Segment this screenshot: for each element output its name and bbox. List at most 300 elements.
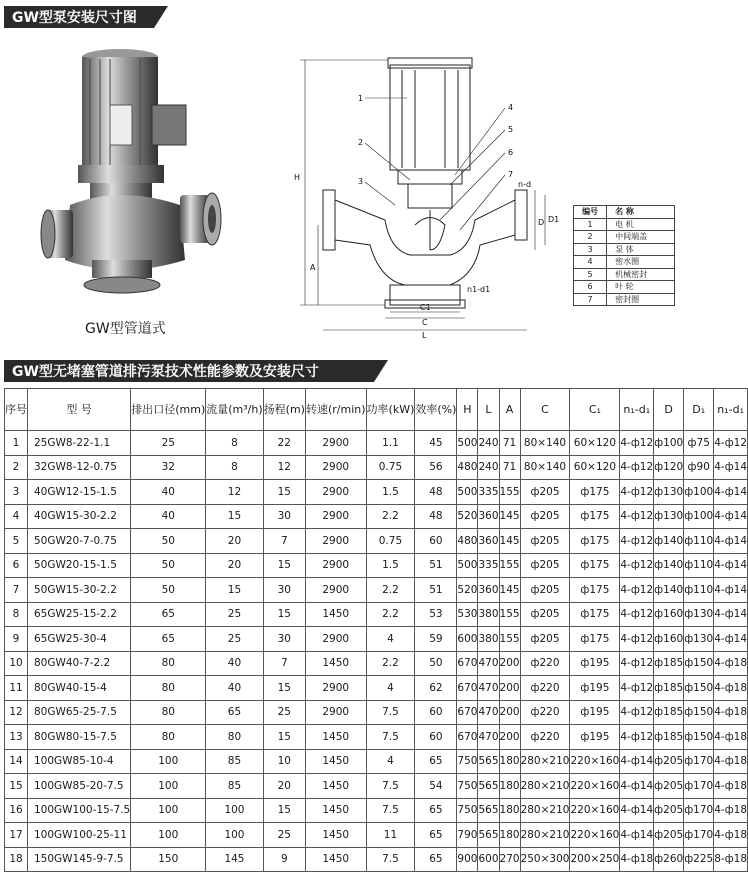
spec-cell: 155 [499, 480, 520, 505]
spec-cell: ф260 [654, 847, 684, 872]
spec-cell: 4-ф12 [620, 553, 654, 578]
parts-cell: 2 [574, 231, 607, 244]
spec-cell: 565 [478, 798, 499, 823]
spec-cell: 53 [415, 602, 457, 627]
spec-header-cell: A [499, 389, 520, 431]
spec-cell: 7 [5, 578, 28, 603]
spec-cell: 6 [5, 553, 28, 578]
parts-row [574, 293, 675, 306]
spec-cell: ф175 [570, 480, 620, 505]
spec-cell: ф185 [654, 700, 684, 725]
spec-cell: 80 [131, 676, 206, 701]
spec-cell: 4-ф12 [620, 627, 654, 652]
spec-cell: ф195 [570, 700, 620, 725]
spec-cell: 520 [457, 578, 478, 603]
spec-cell: 15 [263, 553, 305, 578]
spec-cell: 4-ф12 [620, 578, 654, 603]
spec-cell: 62 [415, 676, 457, 701]
spec-cell: 2900 [305, 676, 366, 701]
spec-cell: 4-ф14 [714, 480, 748, 505]
spec-cell: 10 [5, 651, 28, 676]
spec-cell: 15 [5, 774, 28, 799]
spec-cell: 13 [5, 725, 28, 750]
spec-cell: 60×120 [570, 455, 620, 480]
spec-cell: ф220 [520, 700, 570, 725]
spec-cell: 65 [415, 823, 457, 848]
svg-text:D: D [538, 218, 545, 227]
spec-cell: 65 [131, 627, 206, 652]
parts-header-row [574, 206, 675, 219]
spec-model-cell: 80GW65-25-7.5 [28, 700, 131, 725]
spec-cell: 25 [206, 627, 263, 652]
spec-cell: 4 [366, 749, 415, 774]
spec-cell: 8-ф18 [714, 847, 748, 872]
spec-cell: ф150 [684, 700, 714, 725]
spec-row [5, 504, 748, 529]
parts-row [574, 243, 675, 256]
spec-cell: 2.2 [366, 602, 415, 627]
spec-cell: 48 [415, 480, 457, 505]
spec-cell: 250×300 [520, 847, 570, 872]
spec-cell: 12 [206, 480, 263, 505]
spec-cell: 15 [263, 798, 305, 823]
spec-cell: 470 [478, 700, 499, 725]
spec-cell: ф205 [520, 602, 570, 627]
spec-cell: 4 [366, 627, 415, 652]
spec-cell: 200 [499, 700, 520, 725]
spec-model-cell: 32GW8-12-0.75 [28, 455, 131, 480]
spec-cell: 520 [457, 504, 478, 529]
spec-cell: ф170 [684, 749, 714, 774]
spec-header-cell: L [478, 389, 499, 431]
spec-row [5, 823, 748, 848]
spec-cell: 2900 [305, 455, 366, 480]
spec-cell: ф185 [654, 676, 684, 701]
spec-header-cell: 扬程(m) [263, 389, 305, 431]
spec-cell: ф175 [570, 627, 620, 652]
spec-header-cell: D [654, 389, 684, 431]
spec-cell: 470 [478, 651, 499, 676]
spec-cell: 280×210 [520, 798, 570, 823]
spec-cell: 565 [478, 774, 499, 799]
spec-cell: 15 [206, 578, 263, 603]
spec-header-cell: 流量(m³/h) [206, 389, 263, 431]
svg-text:L: L [422, 331, 427, 340]
spec-model-cell: 80GW80-15-7.5 [28, 725, 131, 750]
spec-cell: 4-ф14 [620, 749, 654, 774]
spec-cell: 7.5 [366, 700, 415, 725]
spec-cell: ф205 [520, 627, 570, 652]
spec-cell: 4-ф12 [620, 504, 654, 529]
spec-cell: 7.5 [366, 725, 415, 750]
spec-row [5, 553, 748, 578]
section-title-installation: GW型泵安装尺寸图 [4, 6, 154, 28]
svg-text:5: 5 [508, 125, 514, 134]
spec-cell: 500 [457, 553, 478, 578]
spec-cell: 470 [478, 676, 499, 701]
spec-header-cell: n₁-d₁ [714, 389, 748, 431]
spec-cell: 200 [499, 676, 520, 701]
svg-text:1: 1 [358, 94, 364, 103]
spec-cell: 240 [478, 455, 499, 480]
spec-cell: 80×140 [520, 431, 570, 456]
spec-cell: 500 [457, 480, 478, 505]
spec-cell: 155 [499, 627, 520, 652]
spec-row [5, 774, 748, 799]
spec-row [5, 676, 748, 701]
spec-cell: 1.5 [366, 553, 415, 578]
spec-cell: 15 [206, 504, 263, 529]
spec-cell: 200 [499, 651, 520, 676]
spec-cell: 4-ф18 [620, 847, 654, 872]
spec-cell: 59 [415, 627, 457, 652]
spec-cell: 25 [131, 431, 206, 456]
spec-cell: 80 [206, 725, 263, 750]
spec-cell: 565 [478, 749, 499, 774]
spec-cell: ф175 [570, 553, 620, 578]
spec-cell: 180 [499, 749, 520, 774]
spec-cell: ф110 [684, 553, 714, 578]
spec-header-cell: 功率(kW) [366, 389, 415, 431]
parts-cell: 5 [574, 268, 607, 281]
spec-cell: 335 [478, 553, 499, 578]
spec-cell: ф160 [654, 602, 684, 627]
spec-cell: 155 [499, 553, 520, 578]
spec-cell: 51 [415, 553, 457, 578]
spec-cell: 65 [131, 602, 206, 627]
spec-cell: 60 [415, 725, 457, 750]
spec-cell: 4-ф14 [620, 823, 654, 848]
spec-cell: 600 [478, 847, 499, 872]
spec-cell: 4 [5, 504, 28, 529]
svg-text:2: 2 [358, 138, 364, 147]
spec-cell: ф205 [654, 798, 684, 823]
spec-cell: 10 [263, 749, 305, 774]
parts-row [574, 268, 675, 281]
spec-cell: 45 [415, 431, 457, 456]
spec-cell: 48 [415, 504, 457, 529]
spec-cell: 180 [499, 774, 520, 799]
spec-header-row [5, 389, 748, 431]
spec-cell: 60×120 [570, 431, 620, 456]
spec-cell: 60 [415, 700, 457, 725]
spec-cell: 25 [263, 700, 305, 725]
spec-header-cell: 排出口径(mm) [131, 389, 206, 431]
spec-cell: 1450 [305, 725, 366, 750]
spec-cell: 40 [131, 480, 206, 505]
spec-cell: 7.5 [366, 774, 415, 799]
spec-cell: 280×210 [520, 823, 570, 848]
spec-cell: 900 [457, 847, 478, 872]
svg-text:6: 6 [508, 148, 514, 157]
spec-cell: 500 [457, 431, 478, 456]
spec-cell: 2900 [305, 529, 366, 554]
spec-cell: ф170 [684, 823, 714, 848]
spec-cell: 200×250 [570, 847, 620, 872]
spec-cell: 145 [499, 529, 520, 554]
spec-cell: 11 [366, 823, 415, 848]
spec-cell: ф185 [654, 725, 684, 750]
spec-cell: 40 [206, 651, 263, 676]
svg-text:7: 7 [508, 170, 514, 179]
spec-cell: 65 [415, 847, 457, 872]
spec-cell: 30 [263, 578, 305, 603]
parts-cell: 4 [574, 256, 607, 269]
spec-cell: ф130 [654, 504, 684, 529]
spec-cell: 220×160 [570, 774, 620, 799]
spec-cell: 1450 [305, 823, 366, 848]
spec-cell: 1450 [305, 749, 366, 774]
svg-text:C: C [422, 318, 428, 327]
spec-row [5, 480, 748, 505]
spec-model-cell: 40GW12-15-1.5 [28, 480, 131, 505]
spec-cell: 4-ф12 [620, 602, 654, 627]
spec-cell: 4-ф14 [714, 529, 748, 554]
spec-cell: 4-ф18 [714, 749, 748, 774]
spec-model-cell: 65GW25-15-2.2 [28, 602, 131, 627]
spec-cell: 270 [499, 847, 520, 872]
spec-cell: 670 [457, 700, 478, 725]
parts-row [574, 218, 675, 231]
parts-cell: 3 [574, 243, 607, 256]
spec-cell: 4-ф18 [714, 651, 748, 676]
spec-cell: 4-ф14 [714, 455, 748, 480]
spec-cell: 2.2 [366, 651, 415, 676]
spec-cell: 220×160 [570, 749, 620, 774]
spec-cell: ф170 [684, 798, 714, 823]
spec-cell: 750 [457, 798, 478, 823]
spec-model-cell: 50GW20-7-0.75 [28, 529, 131, 554]
spec-cell: ф175 [570, 578, 620, 603]
spec-row [5, 431, 748, 456]
spec-cell: 4-ф18 [714, 798, 748, 823]
spec-cell: 4-ф12 [620, 651, 654, 676]
parts-header-cell: 名 称 [607, 206, 675, 219]
parts-cell: 密封圈 [607, 293, 675, 306]
spec-cell: 15 [263, 602, 305, 627]
spec-cell: 4-ф12 [620, 480, 654, 505]
spec-model-cell: 100GW100-15-7.5 [28, 798, 131, 823]
spec-row [5, 798, 748, 823]
spec-cell: 9 [5, 627, 28, 652]
svg-text:C1: C1 [420, 303, 431, 312]
spec-cell: 240 [478, 431, 499, 456]
spec-cell: 145 [499, 504, 520, 529]
spec-cell: 1.5 [366, 480, 415, 505]
spec-model-cell: 25GW8-22-1.1 [28, 431, 131, 456]
svg-text:n1-d1: n1-d1 [467, 285, 491, 294]
spec-cell: 380 [478, 627, 499, 652]
spec-cell: 670 [457, 651, 478, 676]
svg-text:D1: D1 [548, 215, 560, 224]
spec-cell: ф150 [684, 651, 714, 676]
spec-cell: 220×160 [570, 823, 620, 848]
spec-row [5, 627, 748, 652]
spec-cell: ф75 [684, 431, 714, 456]
parts-cell: 1 [574, 218, 607, 231]
spec-header-cell: D₁ [684, 389, 714, 431]
spec-cell: 4 [366, 676, 415, 701]
spec-cell: 4-ф14 [714, 553, 748, 578]
parts-table [573, 205, 675, 306]
spec-cell: 56 [415, 455, 457, 480]
spec-cell: ф195 [570, 651, 620, 676]
spec-cell: 15 [263, 725, 305, 750]
spec-cell: 65 [415, 798, 457, 823]
photo-caption: GW型管道式 [85, 321, 166, 337]
spec-cell: ф175 [570, 504, 620, 529]
spec-cell: 30 [263, 627, 305, 652]
spec-cell: ф175 [570, 529, 620, 554]
spec-cell: ф150 [684, 725, 714, 750]
spec-cell: ф140 [654, 553, 684, 578]
spec-cell: ф195 [570, 725, 620, 750]
svg-text:n-d: n-d [518, 180, 532, 189]
spec-cell: 85 [206, 774, 263, 799]
spec-cell: 4-ф12 [620, 676, 654, 701]
svg-text:4: 4 [508, 103, 514, 112]
spec-cell: 20 [263, 774, 305, 799]
spec-cell: ф175 [570, 602, 620, 627]
spec-cell: 750 [457, 749, 478, 774]
spec-cell: 50 [131, 553, 206, 578]
spec-cell: 4-ф12 [714, 431, 748, 456]
spec-cell: 80 [131, 700, 206, 725]
spec-cell: 51 [415, 578, 457, 603]
spec-row [5, 725, 748, 750]
spec-cell: 16 [5, 798, 28, 823]
spec-cell: ф160 [654, 627, 684, 652]
spec-cell: 145 [206, 847, 263, 872]
spec-cell: 530 [457, 602, 478, 627]
spec-cell: 670 [457, 725, 478, 750]
spec-cell: ф205 [654, 823, 684, 848]
spec-table [4, 388, 748, 872]
spec-cell: 71 [499, 431, 520, 456]
spec-cell: 65 [415, 749, 457, 774]
spec-cell: 7 [263, 651, 305, 676]
spec-cell: 8 [206, 455, 263, 480]
spec-cell: 360 [478, 529, 499, 554]
spec-cell: ф205 [654, 774, 684, 799]
spec-cell: ф205 [654, 749, 684, 774]
spec-cell: 100 [131, 823, 206, 848]
pump-photo [40, 45, 230, 295]
spec-cell: 180 [499, 823, 520, 848]
spec-cell: 22 [263, 431, 305, 456]
spec-cell: 220×160 [570, 798, 620, 823]
spec-cell: ф90 [684, 455, 714, 480]
spec-model-cell: 100GW100-25-11 [28, 823, 131, 848]
spec-cell: 2900 [305, 700, 366, 725]
spec-cell: ф220 [520, 676, 570, 701]
parts-cell: 7 [574, 293, 607, 306]
spec-cell: ф100 [684, 504, 714, 529]
spec-cell: 360 [478, 578, 499, 603]
spec-header-cell: 转速(r/min) [305, 389, 366, 431]
svg-text:3: 3 [358, 177, 364, 186]
spec-cell: 280×210 [520, 749, 570, 774]
spec-cell: ф205 [520, 480, 570, 505]
spec-row [5, 651, 748, 676]
spec-cell: 80×140 [520, 455, 570, 480]
spec-cell: 40 [131, 504, 206, 529]
spec-cell: 25 [263, 823, 305, 848]
spec-cell: 71 [499, 455, 520, 480]
spec-cell: 2900 [305, 504, 366, 529]
spec-cell: 32 [131, 455, 206, 480]
spec-model-cell: 65GW25-30-4 [28, 627, 131, 652]
spec-cell: ф130 [684, 627, 714, 652]
spec-cell: 8 [206, 431, 263, 456]
spec-cell: 4-ф18 [714, 823, 748, 848]
spec-model-cell: 100GW85-20-7.5 [28, 774, 131, 799]
spec-cell: ф110 [684, 529, 714, 554]
spec-model-cell: 80GW40-7-2.2 [28, 651, 131, 676]
spec-cell: 30 [263, 504, 305, 529]
spec-cell: 100 [206, 823, 263, 848]
svg-text:A: A [310, 263, 316, 272]
spec-cell: 14 [5, 749, 28, 774]
spec-cell: 4-ф18 [714, 725, 748, 750]
spec-header-cell: n₁-d₁ [620, 389, 654, 431]
spec-cell: 4-ф18 [714, 700, 748, 725]
spec-cell: 4-ф12 [620, 700, 654, 725]
spec-model-cell: 40GW15-30-2.2 [28, 504, 131, 529]
spec-cell: 60 [415, 529, 457, 554]
spec-cell: ф100 [654, 431, 684, 456]
spec-cell: ф140 [654, 578, 684, 603]
spec-cell: 4-ф12 [620, 455, 654, 480]
spec-cell: 4-ф18 [714, 774, 748, 799]
spec-cell: 1 [5, 431, 28, 456]
spec-row [5, 749, 748, 774]
spec-cell: 80 [131, 725, 206, 750]
spec-cell: 1450 [305, 798, 366, 823]
spec-cell: 20 [206, 553, 263, 578]
spec-cell: 100 [131, 798, 206, 823]
spec-cell: 9 [263, 847, 305, 872]
spec-row [5, 455, 748, 480]
parts-cell: 密水圈 [607, 256, 675, 269]
spec-row [5, 847, 748, 872]
spec-cell: 670 [457, 676, 478, 701]
spec-cell: 1450 [305, 651, 366, 676]
spec-cell: 360 [478, 504, 499, 529]
spec-cell: 17 [5, 823, 28, 848]
spec-row [5, 602, 748, 627]
spec-cell: 50 [131, 529, 206, 554]
spec-cell: 4-ф12 [620, 431, 654, 456]
spec-cell: 40 [206, 676, 263, 701]
spec-header-cell: C₁ [570, 389, 620, 431]
spec-cell: 1450 [305, 847, 366, 872]
spec-cell: 2900 [305, 578, 366, 603]
spec-cell: ф170 [684, 774, 714, 799]
spec-cell: 100 [131, 774, 206, 799]
spec-cell: 7.5 [366, 847, 415, 872]
spec-cell: 380 [478, 602, 499, 627]
installation-drawing [290, 50, 560, 340]
section-title-specs: GW型无堵塞管道排污泵技术性能参数及安装尺寸 [4, 360, 374, 382]
parts-cell: 中间端盖 [607, 231, 675, 244]
spec-cell: 4-ф12 [620, 529, 654, 554]
spec-cell: 145 [499, 578, 520, 603]
spec-cell: ф220 [520, 651, 570, 676]
spec-cell: ф100 [684, 480, 714, 505]
parts-row [574, 281, 675, 294]
parts-cell: 泵 体 [607, 243, 675, 256]
